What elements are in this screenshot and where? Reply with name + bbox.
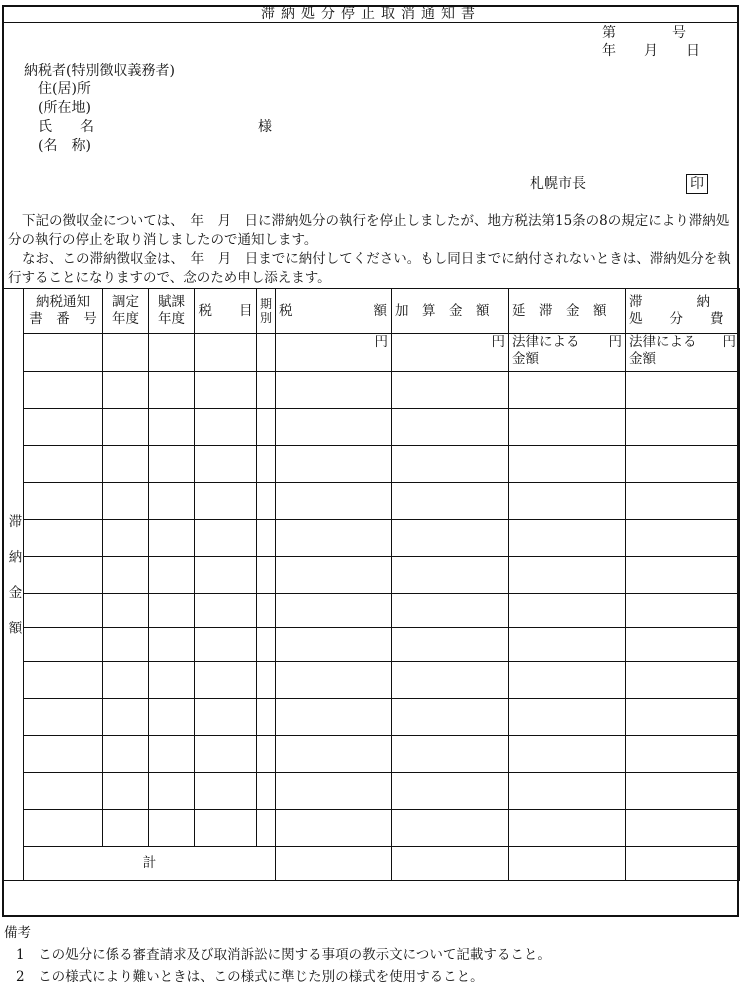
delinquency-table: [2, 288, 740, 881]
table-row: [3, 594, 740, 628]
issuer-title: 札幌市長: [530, 176, 586, 192]
col-tax-year: 賦課 年度: [149, 289, 195, 334]
side-label: 滞納金額: [3, 289, 24, 881]
additional-yen: 円: [392, 334, 509, 372]
col-disposal-cost: 滞 納 処 分 費: [626, 289, 740, 334]
table-row: [3, 483, 740, 520]
table-row: [3, 446, 740, 483]
remark-item-1: 1 この処分に係る審査請求及び取消訴訟に関する事項の教示文について記載すること。: [16, 947, 551, 963]
tax-amount-yen: 円: [276, 334, 392, 372]
remarks-heading: 備考: [4, 925, 31, 941]
address-label: 住(居)所: [38, 81, 91, 97]
col-assessment-year: 調定 年度: [103, 289, 149, 334]
table-row: [3, 628, 740, 662]
title-divider: [2, 22, 739, 23]
taxpayer-label: 納税者(特別徴収義務者): [24, 63, 175, 79]
remark-item-2: 2 この様式により難いときは、この様式に準じた別の様式を使用すること。: [16, 969, 484, 985]
delinquency-cell: 法律による 円 金額: [509, 334, 626, 372]
total-row: [3, 847, 740, 881]
number-label: 第 号: [602, 25, 686, 41]
table-row: [3, 334, 740, 372]
body-paragraph-2: なお、この滞納徴収金は、 年 月 日までに納付してください。もし同日までに納付されないときは、滞納処分を執行することになりますので、念のため申し添えます。: [8, 251, 731, 286]
table-cell: [195, 334, 257, 372]
table-row: [3, 557, 740, 594]
seal-stamp: 印: [686, 174, 708, 194]
table-row: [3, 520, 740, 557]
body-paragraph-1: 下記の徴収金については、 年 月 日に滞納処分の執行を停止しましたが、地方税法第15条の8の規定により滞納処分の執行の停止を取り消しましたので通知します。: [8, 213, 730, 248]
col-tax-amount: 税 額: [276, 289, 392, 334]
header-row: [3, 289, 740, 334]
table-cell: [24, 334, 103, 372]
remarks-section: [4, 922, 551, 988]
col-additional: 加 算 金 額: [392, 289, 509, 334]
total-label: 計: [24, 847, 276, 881]
table-row: [3, 662, 740, 699]
disposal-cost-cell: 法律による 円 金額: [626, 334, 740, 372]
table-row: [3, 409, 740, 446]
col-tax-item: 税 目: [195, 289, 257, 334]
document-title: 滞納処分停止取消通知書: [261, 6, 481, 22]
date-label: 年 月 日: [602, 43, 700, 59]
table-cell: [149, 334, 195, 372]
table-cell: [103, 334, 149, 372]
col-delinquency: 延 滞 金 額: [509, 289, 626, 334]
table-row: [3, 372, 740, 409]
table-row: [3, 810, 740, 847]
table-cell: [257, 334, 276, 372]
col-notice-number: 納税通知 書 番 号: [24, 289, 103, 334]
table-row: [3, 736, 740, 773]
org-name-label: (名 称): [38, 138, 91, 154]
table-row: [3, 773, 740, 810]
table-row: [3, 699, 740, 736]
name-suffix: 様: [258, 119, 272, 135]
name-label: 氏 名: [38, 119, 94, 135]
col-period: 期別: [257, 289, 276, 334]
location-label: (所在地): [38, 100, 91, 116]
